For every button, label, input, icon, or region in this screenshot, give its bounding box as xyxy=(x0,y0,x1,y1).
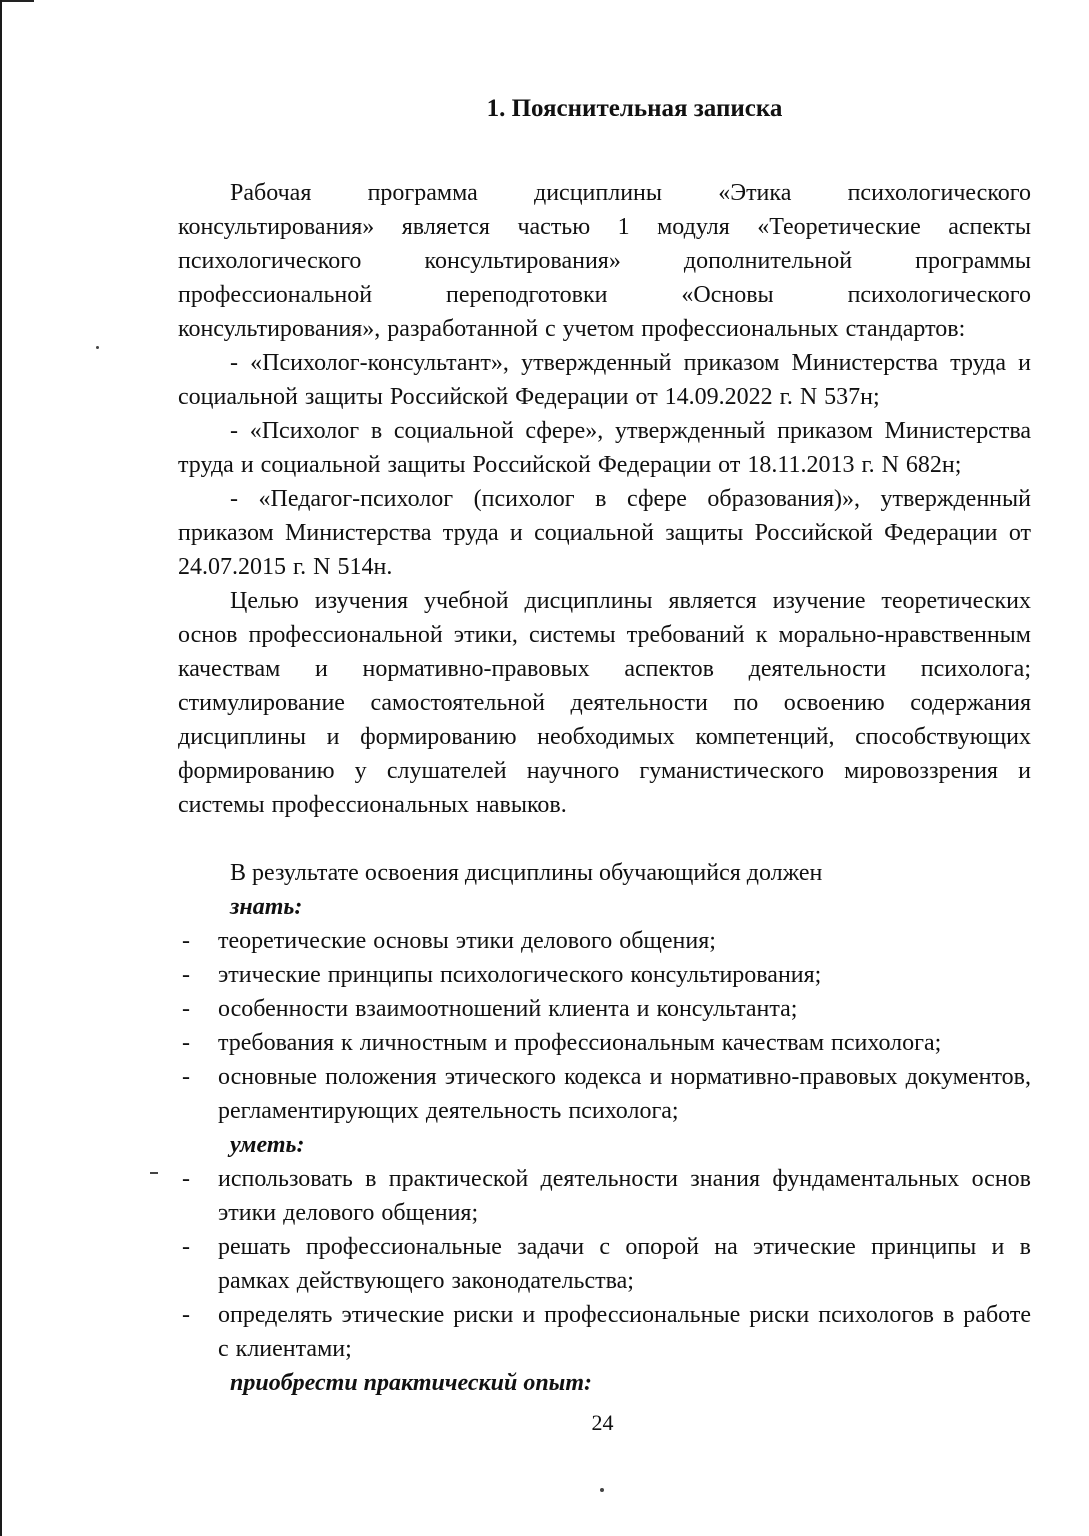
paragraph-program-description: Рабочая программа дисциплины «Этика психологического консультирования» является частью 1 модуля «Теоретические аспекты психологического консультирования» дополнительной программы профессиональной переподготовки «Основы психологического консультирования», разработанной с учетом профессиональных стандартов: xyxy=(178,180,1031,342)
list-item: - основные положения этического кодекса и нормативно-правовых документов, регламентирующих деятельность психолога; xyxy=(178,1060,1031,1128)
section-gap xyxy=(178,822,1031,856)
page-number: 24 xyxy=(591,1410,614,1435)
results-intro: В результате освоения дисциплины обучающийся должен xyxy=(230,860,823,886)
list-item: - использовать в практической деятельности знания фундаментальных основ этики делового общения; xyxy=(178,1162,1031,1230)
scan-speck xyxy=(150,1172,158,1174)
list-item: - определять этические риски и профессиональные риски психологов в работе с клиентами; xyxy=(178,1298,1031,1366)
list-item: - требования к личностным и профессиональным качествам психолога; xyxy=(178,1026,1031,1060)
scan-edge-left xyxy=(0,0,2,1536)
can-list xyxy=(178,1162,1031,1366)
experience-heading: приобрести практический опыт: xyxy=(230,1370,592,1396)
paragraph-standard-social: - «Психолог в социальной сфере», утвержденный приказом Министерства труда и социальной защиты Российской Федерации от 18.11.2013 г. N 682н; xyxy=(178,418,1031,478)
document-title: 1. Пояснительная записка xyxy=(486,95,783,122)
scan-speck xyxy=(600,1488,604,1492)
document-page xyxy=(178,92,1031,1400)
list-item: - особенности взаимоотношений клиента и консультанта; xyxy=(178,992,1031,1026)
list-item: - решать профессиональные задачи с опорой на этические принципы и в рамках действующего законодательства; xyxy=(178,1230,1031,1298)
scan-edge-top xyxy=(0,0,34,2)
list-item: - этические принципы психологического консультирования; xyxy=(178,958,1031,992)
know-list xyxy=(178,924,1031,1128)
can-heading: уметь: xyxy=(230,1132,305,1158)
know-heading: знать: xyxy=(230,894,303,920)
scan-speck xyxy=(96,346,99,349)
paragraph-goal: Целью изучения учебной дисциплины является изучение теоретических основ профессиональной этики, системы требований к морально-нравственным качествам и нормативно-правовых аспектов деятельности психолога; стимулирование самостоятельной деятельности по освоению содержания дисциплины и формированию необходимых компетенций, способствующих формированию у слушателей научного гуманистического мировоззрения и системы профессиональных навыков. xyxy=(178,588,1031,818)
paragraph-standard-education: - «Педагог-психолог (психолог в сфере образования)», утвержденный приказом Министерства труда и социальной защиты Российской Федерации от 24.07.2015 г. N 514н. xyxy=(178,486,1031,580)
paragraph-standard-consultant: - «Психолог-консультант», утвержденный приказом Министерства труда и социальной защиты Российской Федерации от 14.09.2022 г. N 537н; xyxy=(178,350,1031,410)
list-item: - теоретические основы этики делового общения; xyxy=(178,924,1031,958)
